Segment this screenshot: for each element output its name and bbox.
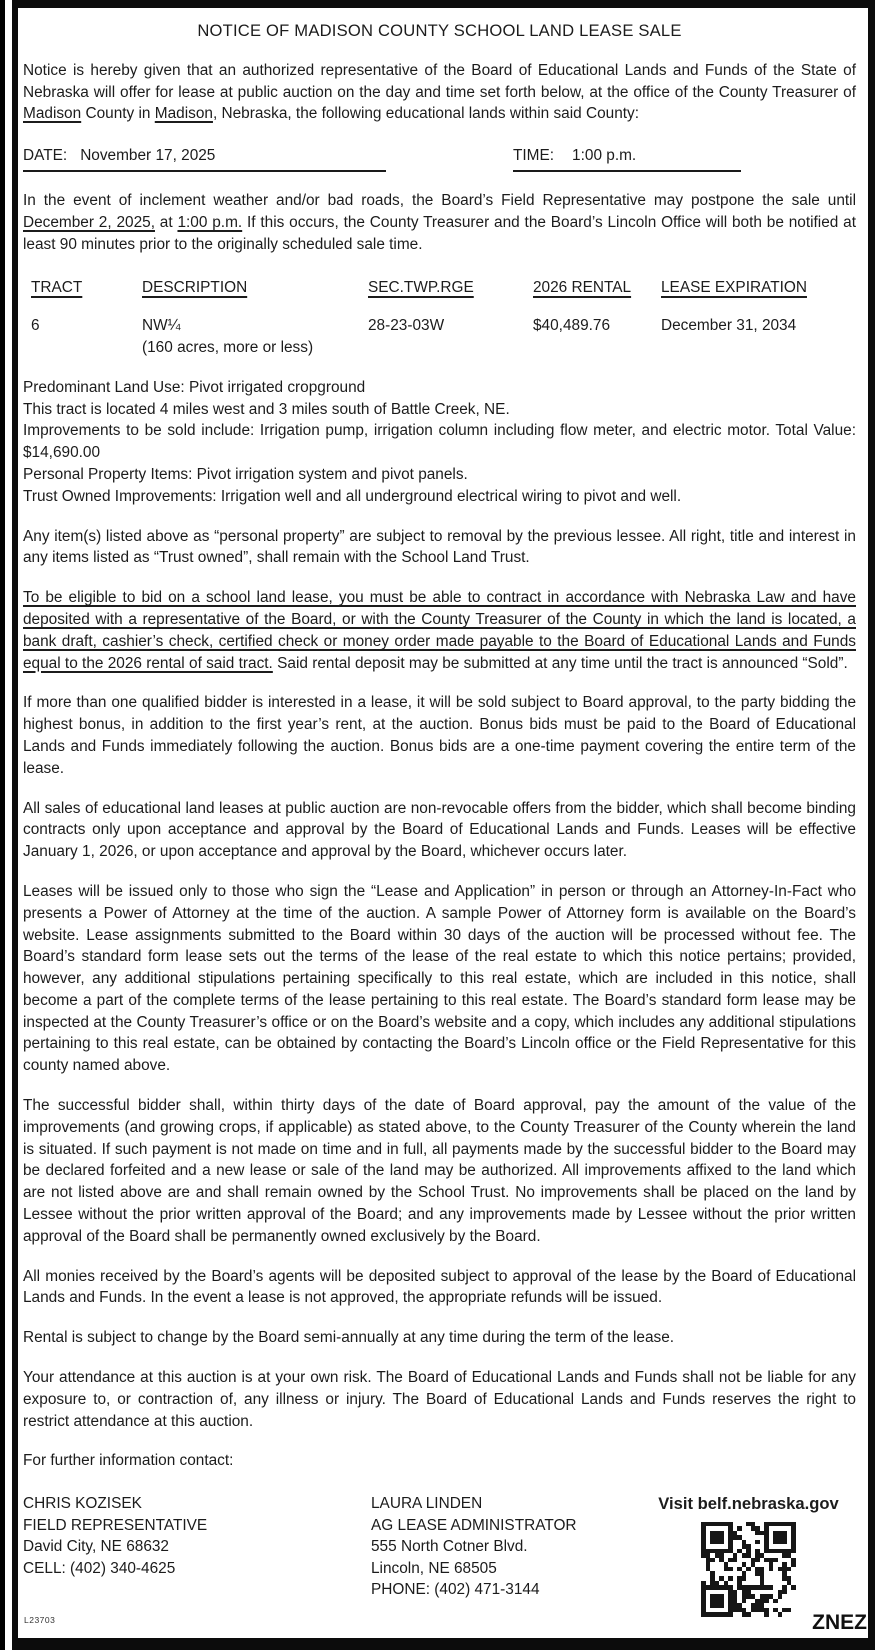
time-field — [513, 145, 741, 172]
col-header-description: DESCRIPTION — [142, 279, 248, 297]
date-value: November 17, 2025 — [80, 147, 216, 165]
intro-paragraph: Notice is hereby given that an authorized representative of the Board of Educational Lands and Funds of the State of Nebraska will offer for lease at public auction on the day and time set forth below, at the office of the County Treasurer of Madison County in Madison, Nebraska, the following educational lands within said County: — [23, 61, 856, 123]
attendance-paragraph: Your attendance at this auction is at your own risk. The Board of Educational Lands and Funds shall not be liable for any exposure to, or contraction of, any illness or injury. The Board of Educational Lands and Funds reserves the right to restrict attendance at this auction. — [23, 1369, 856, 1430]
detail-location: This tract is located 4 miles west and 3 miles south of Battle Creek, NE. — [23, 400, 510, 418]
contact1-title: FIELD REPRESENTATIVE — [23, 1516, 208, 1534]
document-code: L23703 — [24, 1615, 56, 1626]
cell-tract: 6 — [31, 317, 40, 335]
description-line1: NW¼ — [142, 317, 181, 335]
detail-trust-improvements: Trust Owned Improvements: Irrigation well and all underground electrical wiring to pivot and well. — [23, 487, 682, 505]
weather-paragraph: In the event of inclement weather and/or bad roads, the Board’s Field Representative may postpone the sale until December 2, 2025, at 1:00 p.m. If this occurs, the County Treasurer and the Board’s Lincoln Office will both be notified at least 90 minutes prior to the originally scheduled sale time. — [23, 191, 856, 253]
contact2-phone: PHONE: (402) 471-3144 — [371, 1581, 540, 1599]
col-header-sec-twp-rge: SEC.TWP.RGE — [368, 279, 474, 297]
contact1-phone: CELL: (402) 340-4625 — [23, 1559, 176, 1577]
rental-change-paragraph: Rental is subject to change by the Board semi-annually at any time during the term of the lease. — [23, 1329, 675, 1347]
qr-code — [701, 1522, 796, 1617]
date-label: DATE: — [23, 147, 68, 165]
contact-field-representative — [23, 1493, 371, 1617]
sales-paragraph: All sales of educational land leases at public auction are non-revocable offers from the bidder, which shall become binding contracts only upon acceptance and approval by the Board of Educational Lands and Funds. Leases will be effective January 1, 2026, or upon acceptance and approval by the Board, whichever occurs later. — [23, 799, 856, 861]
contact-intro: For further information contact: — [23, 1452, 234, 1470]
website-column — [641, 1493, 856, 1617]
tract-table-row — [31, 315, 856, 359]
eligibility-paragraph: To be eligible to bid on a school land lease, you must be able to contract in accordance with Nebraska Law and have deposited with a representative of the Board, or with the County Treasurer of the County in which the land is located, a bank draft, cashier’s check, certified check or money order made payable to the Board of Educational Lands and Funds equal to the 2026 rental of said tract. Said rental deposit may be submitted at any time until the tract is announced “Sold”. — [23, 589, 856, 672]
cell-description — [142, 315, 368, 359]
time-value: 1:00 p.m. — [572, 147, 637, 165]
contact2-city: Lincoln, NE 68505 — [371, 1559, 497, 1577]
website-text: Visit belf.nebraska.gov — [658, 1494, 839, 1514]
scan-edge-artifact — [0, 0, 5, 1650]
document-content — [18, 8, 868, 1638]
document-frame — [12, 0, 875, 1650]
detail-improvements: Improvements to be sold include: Irrigation pump, irrigation column including flow meter, and electric motor. Total Value: $14,690.00 — [23, 422, 856, 462]
contact1-name: CHRIS KOZISEK — [23, 1495, 142, 1513]
contact2-title: AG LEASE ADMINISTRATOR — [371, 1516, 577, 1534]
bonus-paragraph: If more than one qualified bidder is interested in a lease, it will be sold subject to Board approval, to the party bidding the highest bonus, in addition to the first year’s rent, at the auction. Bonus bids must be paid to the Board of Educational Lands and Funds immediately following the auction. Bonus bids are a one-time payment covering the entire term of the lease. — [23, 694, 856, 777]
date-field — [23, 145, 386, 172]
contact2-name: LAURA LINDEN — [371, 1495, 483, 1513]
successful-bidder-paragraph: The successful bidder shall, within thirty days of the date of Board approval, pay the amount of the value of the improvements (and growing crops, if applicable) as stated above, to the County Treasurer of the County wherein the land is situated. If such payment is not made on time and in full, all payments made by the successful bidder to the Board may be declared forfeited and a new lease or sale of the land may be authorized. All improvements affixed to the land which are not listed above are and shall remain owned by the School Trust. No improvements shall be placed on the land by Lessee without the prior written approval of the Board; and any improvements made by Lessee without the prior written approval of the Board shall be permanently owned exclusively by the Board. — [23, 1097, 856, 1245]
contact2-address: 555 North Cotner Blvd. — [371, 1538, 528, 1556]
monies-paragraph: All monies received by the Board’s agents will be deposited subject to approval of the lease by the Board of Educational Lands and Funds. In the event a lease is not approved, the appropriate refunds will be issued. — [23, 1267, 856, 1307]
detail-land-use: Predominant Land Use: Pivot irrigated cropground — [23, 378, 366, 396]
footer-contacts — [23, 1493, 856, 1617]
time-label: TIME: — [513, 147, 555, 165]
cell-lease-expiration: December 31, 2034 — [661, 317, 797, 335]
detail-personal-property: Personal Property Items: Pivot irrigation system and pivot panels. — [23, 465, 468, 483]
cell-sec-twp-rge: 28-23-03W — [368, 317, 445, 335]
leases-issued-paragraph: Leases will be issued only to those who sign the “Lease and Application” in person or through an Attorney-In-Fact who presents a Power of Attorney at the time of the auction. A sample Power of Attorney form is available on the Board’s website. Lease assignments submitted to the Board within 30 days of the auction will be processed without fee. The Board’s standard form lease sets out the terms of the lease of the real estate to which this notice pertains; provided, however, any additional stipulations pertaining specifically to this real estate, which are included in this notice, shall become a part of the complete terms of the lease pertaining to this real estate. The Board’s standard form lease may be inspected at the County Treasurer’s office or on the Board’s website and a copy, which includes any additional stipulations pertaining to this real estate, can be obtained by contacting the Board’s Lincoln office or the Field Representative for this county named above. — [23, 882, 856, 1075]
cell-2026-rental: $40,489.76 — [533, 317, 611, 335]
col-header-lease-expiration: LEASE EXPIRATION — [661, 279, 807, 297]
contact-ag-lease-administrator — [371, 1493, 641, 1617]
contact1-city: David City, NE 68632 — [23, 1538, 169, 1556]
personal-property-paragraph: Any item(s) listed above as “personal property” are subject to removal by the previous lessee. All right, title and interest in any items listed as “Trust owned”, shall remain with the School Land Trust. — [23, 527, 856, 567]
col-header-tract: TRACT — [31, 279, 83, 297]
tract-table — [31, 277, 856, 358]
document-title: NOTICE OF MADISON COUNTY SCHOOL LAND LEASE SALE — [197, 21, 682, 40]
date-time-row — [23, 145, 856, 172]
col-header-2026-rental: 2026 RENTAL — [533, 279, 632, 297]
description-line2: (160 acres, more or less) — [142, 338, 314, 356]
tract-details — [23, 377, 856, 508]
footer-tag: ZNEZ — [812, 1611, 867, 1635]
tract-table-header — [31, 277, 856, 299]
